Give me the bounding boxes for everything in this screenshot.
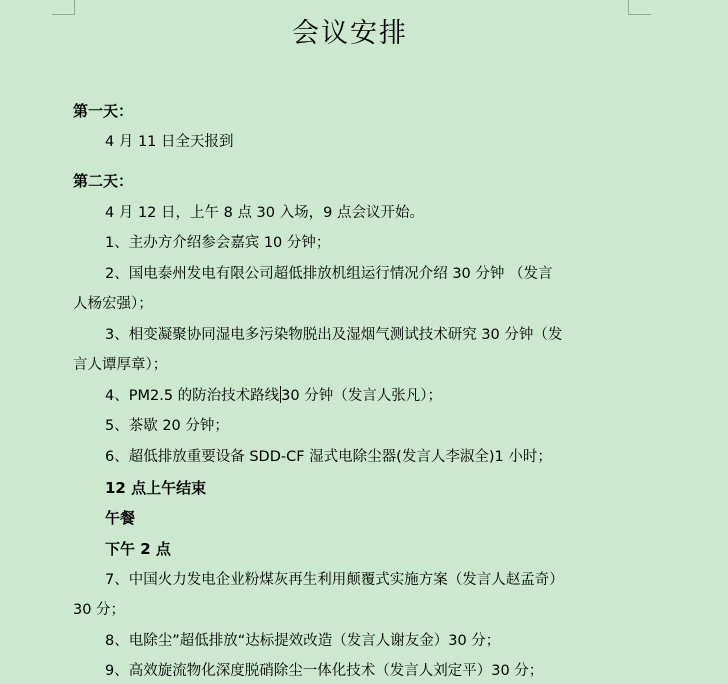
lunch-heading: 午餐 (105, 509, 136, 527)
agenda-item-5: 5、茶歇 20 分钟； (105, 418, 229, 434)
agenda-item-3-line1: 3、相变凝聚协同湿电多污染物脱出及湿烟气测试技术研究 30 分钟（发 (105, 327, 563, 343)
day1-text: 4 月 11 日全天报到 (105, 134, 234, 150)
agenda-item-3-line2: 言人谭厚章）； (73, 357, 168, 373)
agenda-item-7-line2: 30 分； (73, 602, 126, 618)
noon-end-heading: 12 点上午结束 (105, 479, 207, 497)
day1-heading: 第一天： (73, 102, 134, 120)
agenda-item-6: 6、超低排放重要设备 SDD-CF 湿式电除尘器(发言人李淑全)1 小时； (105, 449, 552, 465)
day2-heading: 第二天： (73, 172, 134, 190)
agenda-item-2-line1: 2、国电泰州发电有限公司超低排放机组运行情况介绍 30 分钟 （发言 (105, 266, 553, 282)
agenda-item-1: 1、主办方介绍参会嘉宾 10 分钟； (105, 235, 331, 251)
agenda-item-8: 8、电除尘”超低排放“达标提效改造（发言人谢友金）30 分； (105, 633, 501, 649)
page-corner-mark-left (52, 0, 75, 15)
agenda-item-4-text-after-caret: 30 分钟（发言人张凡）； (281, 388, 442, 404)
agenda-item-7-line1: 7、中国火力发电企业粉煤灰再生利用颠覆式实施方案（发言人赵孟奇） (105, 572, 564, 588)
agenda-item-9: 9、高效旋流物化深度脱硝除尘一体化技术（发言人刘定平）30 分； (105, 663, 544, 679)
page-corner-mark-right (628, 0, 651, 15)
agenda-item-4-text-before-caret: 4、PM2.5 的防治技术路线 (105, 388, 280, 404)
agenda-item-2-line2: 人杨宏强）； (73, 296, 153, 312)
document-title: 会议安排 (292, 18, 408, 49)
day2-intro: 4 月 12 日，上午 8 点 30 入场，9 点会议开始。 (105, 205, 424, 221)
afternoon-heading: 下午 2 点 (105, 540, 171, 558)
agenda-item-4 (105, 385, 442, 407)
